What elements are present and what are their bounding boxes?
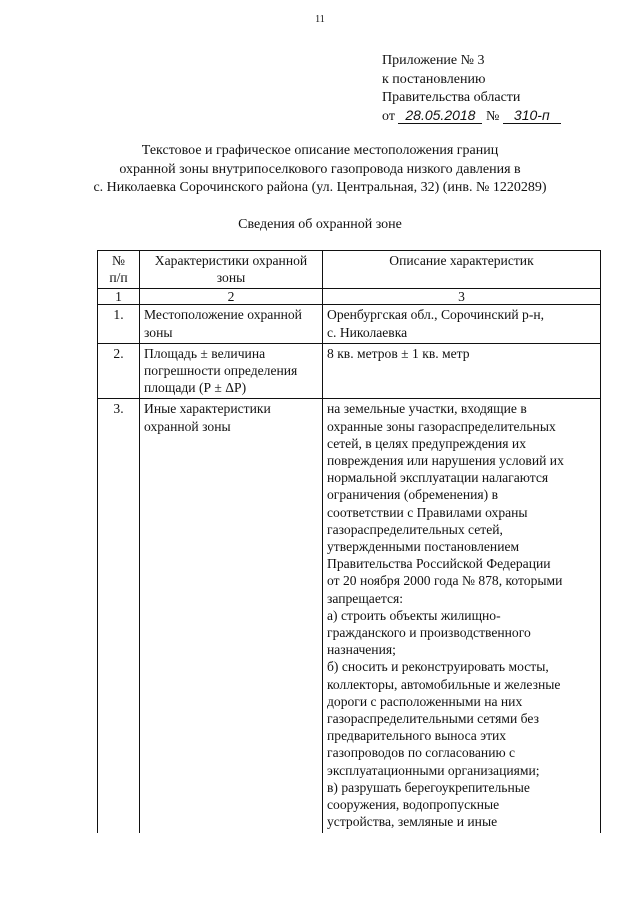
text-line: Правительства Российской Федерации: [327, 556, 551, 572]
column-number-row: [98, 289, 601, 305]
text-line: коллекторы, автомобильные и железные: [327, 676, 561, 692]
text-line: на земельные участки, входящие в: [327, 401, 527, 417]
text-line: запрещается:: [327, 590, 404, 606]
column-number-3: 3: [323, 289, 601, 305]
appendix-line-2: к постановлению: [382, 71, 486, 87]
text-line: утвержденными постановлением: [327, 539, 520, 555]
text-line: газораспределительными сетями без: [327, 711, 539, 727]
header-num-line-2: п/п: [109, 270, 128, 286]
handwritten-number: 310-п: [503, 108, 561, 124]
text-line: Площадь ± величина: [144, 345, 266, 361]
appendix-date-line: [382, 108, 561, 127]
text-line: погрешности определения: [144, 363, 298, 379]
text-line: эксплуатационными организациями;: [327, 762, 540, 778]
text-line: 8 кв. метров ± 1 кв. метр: [327, 345, 470, 361]
text-line: б) сносить и реконструировать мосты,: [327, 659, 549, 675]
title-line-2: охранной зоны внутрипоселкового газопровода низкого давления в: [119, 161, 521, 177]
text-line: повреждения или нарушения условий их: [327, 453, 564, 469]
row-description: [323, 399, 601, 833]
text-line: Оренбургская обл., Сорочинский р-н,: [327, 307, 545, 323]
header-description-text: Описание характеристик: [389, 253, 534, 268]
text-line: охранной зоны: [144, 418, 231, 434]
text-line: дороги с расположенными на них: [327, 693, 523, 709]
title-line-1: Текстовое и графическое описание местоположения границ: [141, 143, 499, 158]
text-line: предварительного выноса этих: [327, 728, 507, 744]
zone-info-table: [97, 250, 601, 833]
section-title: Сведения об охранной зоне: [238, 217, 402, 232]
table-row: [98, 305, 601, 343]
table-row: [98, 343, 601, 399]
appendix-title: Приложение № 3: [382, 53, 485, 68]
text-line: с. Николаевка: [327, 324, 408, 340]
page-number: 11: [315, 14, 325, 25]
document-title: [0, 142, 640, 198]
appendix-line-3: Правительства области: [382, 90, 521, 105]
row-number: 1.: [98, 305, 140, 343]
text-line: газопроводов по согласованию с: [327, 745, 516, 761]
header-characteristic-line-2: зоны: [216, 270, 246, 286]
text-line: Местоположение охранной: [144, 307, 302, 323]
text-line: от 20 ноября 2000 года № 878, которыми: [327, 573, 563, 589]
text-line: в) разрушать берегоукрепительные: [327, 779, 530, 795]
text-line: гражданского и производственного: [327, 625, 531, 641]
row-characteristic: [140, 399, 323, 833]
row-number: 2.: [98, 343, 140, 399]
text-line: соответствии с Правилами охраны: [327, 504, 528, 520]
number-label: №: [485, 108, 500, 124]
title-line-3: с. Николаевка Сорочинского района (ул. Центральная, 32) (инв. № 1220289): [93, 180, 547, 195]
row-description: [323, 343, 601, 399]
from-label: от: [382, 108, 395, 124]
row-characteristic: [140, 343, 323, 399]
column-number-1: 1: [98, 289, 140, 305]
header-characteristic-line-1: Характеристики охранной: [154, 253, 308, 268]
header-num: [98, 251, 140, 289]
row-characteristic: [140, 305, 323, 343]
text-line: нормальной эксплуатации налагаются: [327, 470, 549, 486]
text-line: газораспределительных сетей,: [327, 521, 503, 537]
header-description: [323, 251, 601, 289]
handwritten-date: 28.05.2018: [398, 108, 482, 124]
text-line: Иные характеристики: [144, 401, 271, 417]
table-row: [98, 399, 601, 833]
text-line: ограничения (обременения) в: [327, 487, 498, 503]
header-num-line-1: №: [112, 253, 125, 268]
text-line: площади (Р ± ΔР): [144, 380, 247, 396]
row-number: 3.: [98, 399, 140, 833]
text-line: зоны: [144, 324, 173, 340]
text-line: а) строить объекты жилищно-: [327, 607, 501, 623]
text-line: охранные зоны газораспределительных: [327, 418, 556, 434]
header-characteristic: [140, 251, 323, 289]
column-number-2: 2: [140, 289, 323, 305]
text-line: сооружения, водопропускные: [327, 797, 500, 813]
appendix-block: [382, 52, 561, 126]
text-line: сетей, в целях предупреждения их: [327, 435, 526, 451]
row-description: [323, 305, 601, 343]
text-line: устройства, земляные и иные: [327, 814, 498, 830]
text-line: назначения;: [327, 642, 396, 658]
table-header-row: [98, 251, 601, 289]
